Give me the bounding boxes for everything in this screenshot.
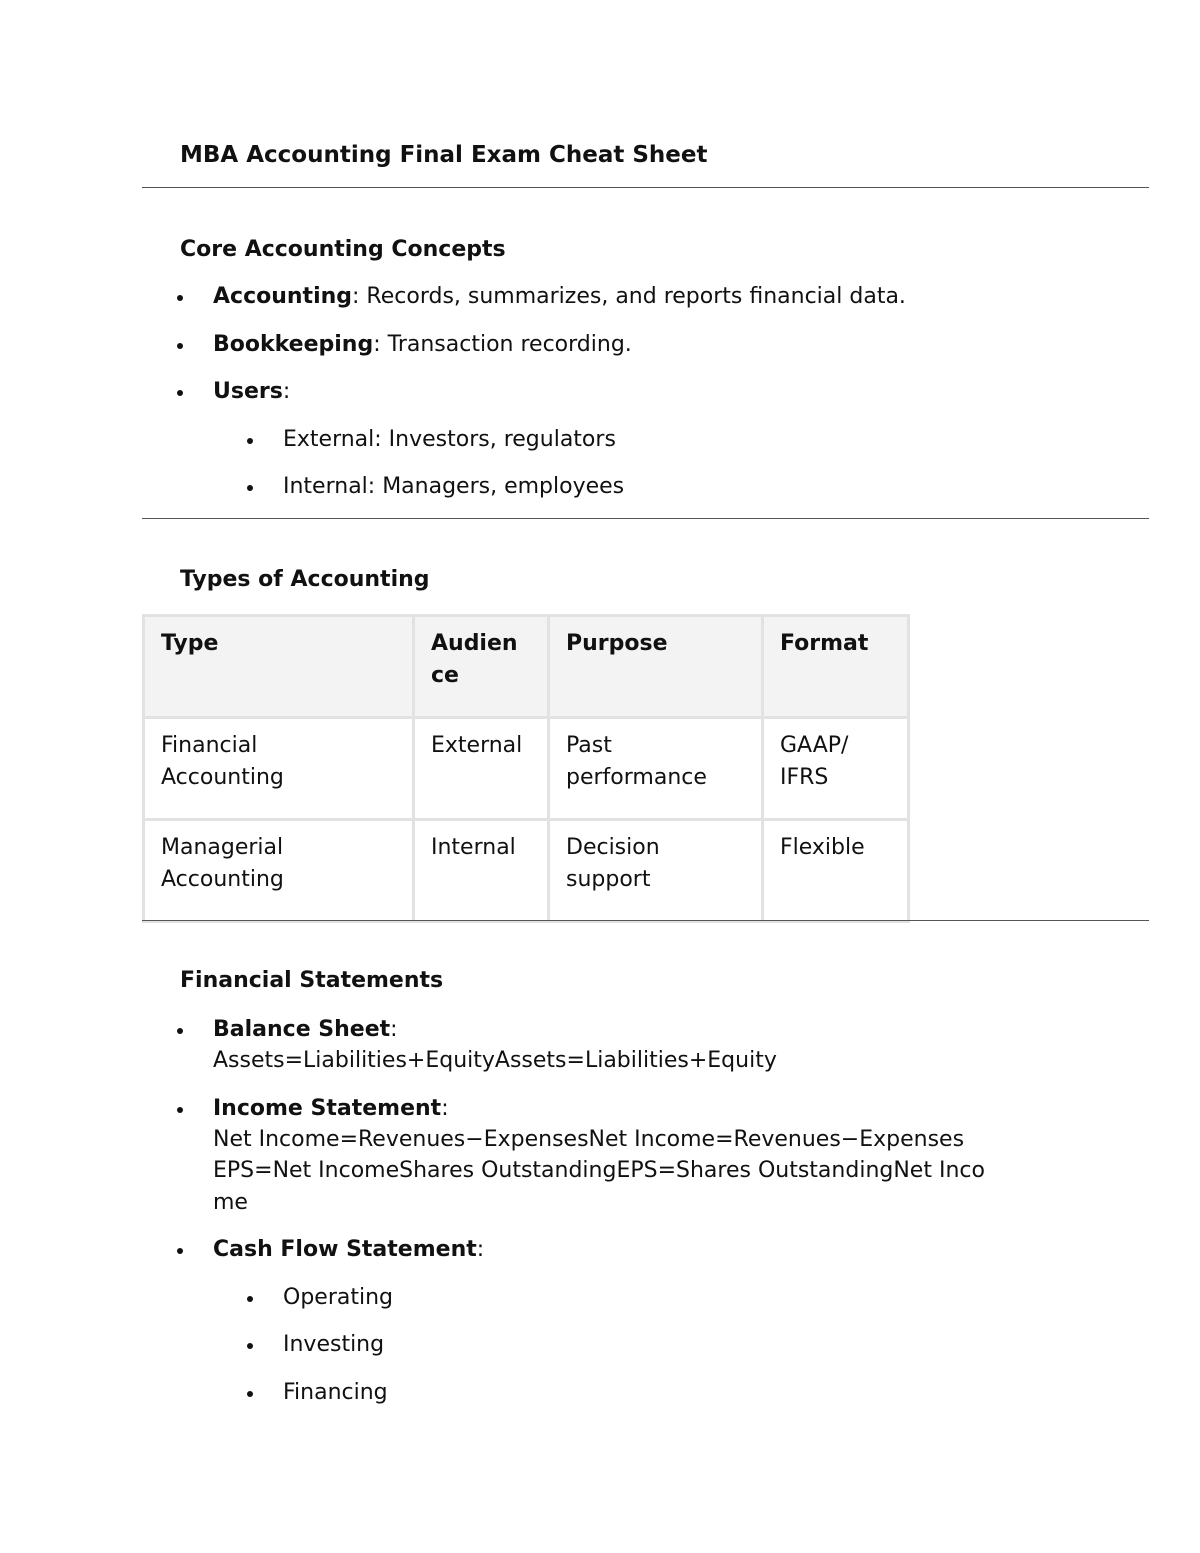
sub-list-item-operating: Operating [283,1285,393,1310]
term: Accounting [213,284,353,309]
term: Income Statement [213,1096,442,1121]
accounting-types-table [142,614,910,923]
list-item-accounting [213,281,906,312]
separator: : [476,1237,485,1262]
column-header-audience: Audien ce [414,616,549,718]
term: Bookkeeping [213,332,374,357]
divider [142,187,1149,188]
divider [142,920,1149,921]
table-cell: GAAP/ IFRS [763,718,909,820]
bullet [177,1248,183,1254]
list-item-balance-sheet [213,1014,398,1045]
bullet [177,390,183,396]
sub-list-item-financing: Financing [283,1380,388,1405]
term: Users [213,379,283,404]
bullet [177,1028,183,1034]
sub-list-item-internal: Internal: Managers, employees [283,474,625,499]
separator: : [352,284,360,309]
column-header-type: Type [144,616,414,718]
separator: : [373,332,381,357]
separator: : [441,1096,449,1121]
table-row [144,718,909,820]
formula-eps-continued: me [213,1190,248,1215]
table-cell: External [414,718,549,820]
column-header-format: Format [763,616,909,718]
table-row [144,820,909,922]
bullet [247,485,253,491]
column-header-purpose: Purpose [549,616,763,718]
formula-balance-sheet: Assets=Liabilities+EquityAssets=Liabilities+Equity [213,1048,777,1073]
list-item-bookkeeping [213,329,632,360]
definition: Records, summarizes, and reports financial data. [359,284,906,309]
page-title: MBA Accounting Final Exam Cheat Sheet [180,142,708,168]
table-cell: Decision support [549,820,763,922]
formula-net-income: Net Income=Revenues−ExpensesNet Income=Revenues−Expenses [213,1127,965,1152]
bullet [177,295,183,301]
section-heading-core: Core Accounting Concepts [180,237,506,262]
section-heading-statements: Financial Statements [180,968,444,993]
list-item-users [213,376,290,407]
term: Cash Flow Statement [213,1237,477,1262]
table-cell: Financial Accounting [144,718,414,820]
divider [142,518,1149,519]
table-cell: Managerial Accounting [144,820,414,922]
sub-list-item-external: External: Investors, regulators [283,427,616,452]
term: Balance Sheet [213,1017,391,1042]
separator: : [282,379,291,404]
formula-eps: EPS=Net IncomeShares OutstandingEPS=Shares OutstandingNet Inco [213,1158,985,1183]
list-item-income-statement [213,1093,449,1124]
table-cell: Past performance [549,718,763,820]
table-cell: Flexible [763,820,909,922]
bullet [247,1391,253,1397]
list-item-cash-flow [213,1234,484,1265]
table-header-row [144,616,909,718]
separator: : [390,1017,398,1042]
bullet [247,1343,253,1349]
definition: Transaction recording. [380,332,632,357]
sub-list-item-investing: Investing [283,1332,385,1357]
bullet [177,343,183,349]
table-cell: Internal [414,820,549,922]
bullet [177,1107,183,1113]
bullet [247,1296,253,1302]
section-heading-types: Types of Accounting [180,567,430,592]
bullet [247,438,253,444]
